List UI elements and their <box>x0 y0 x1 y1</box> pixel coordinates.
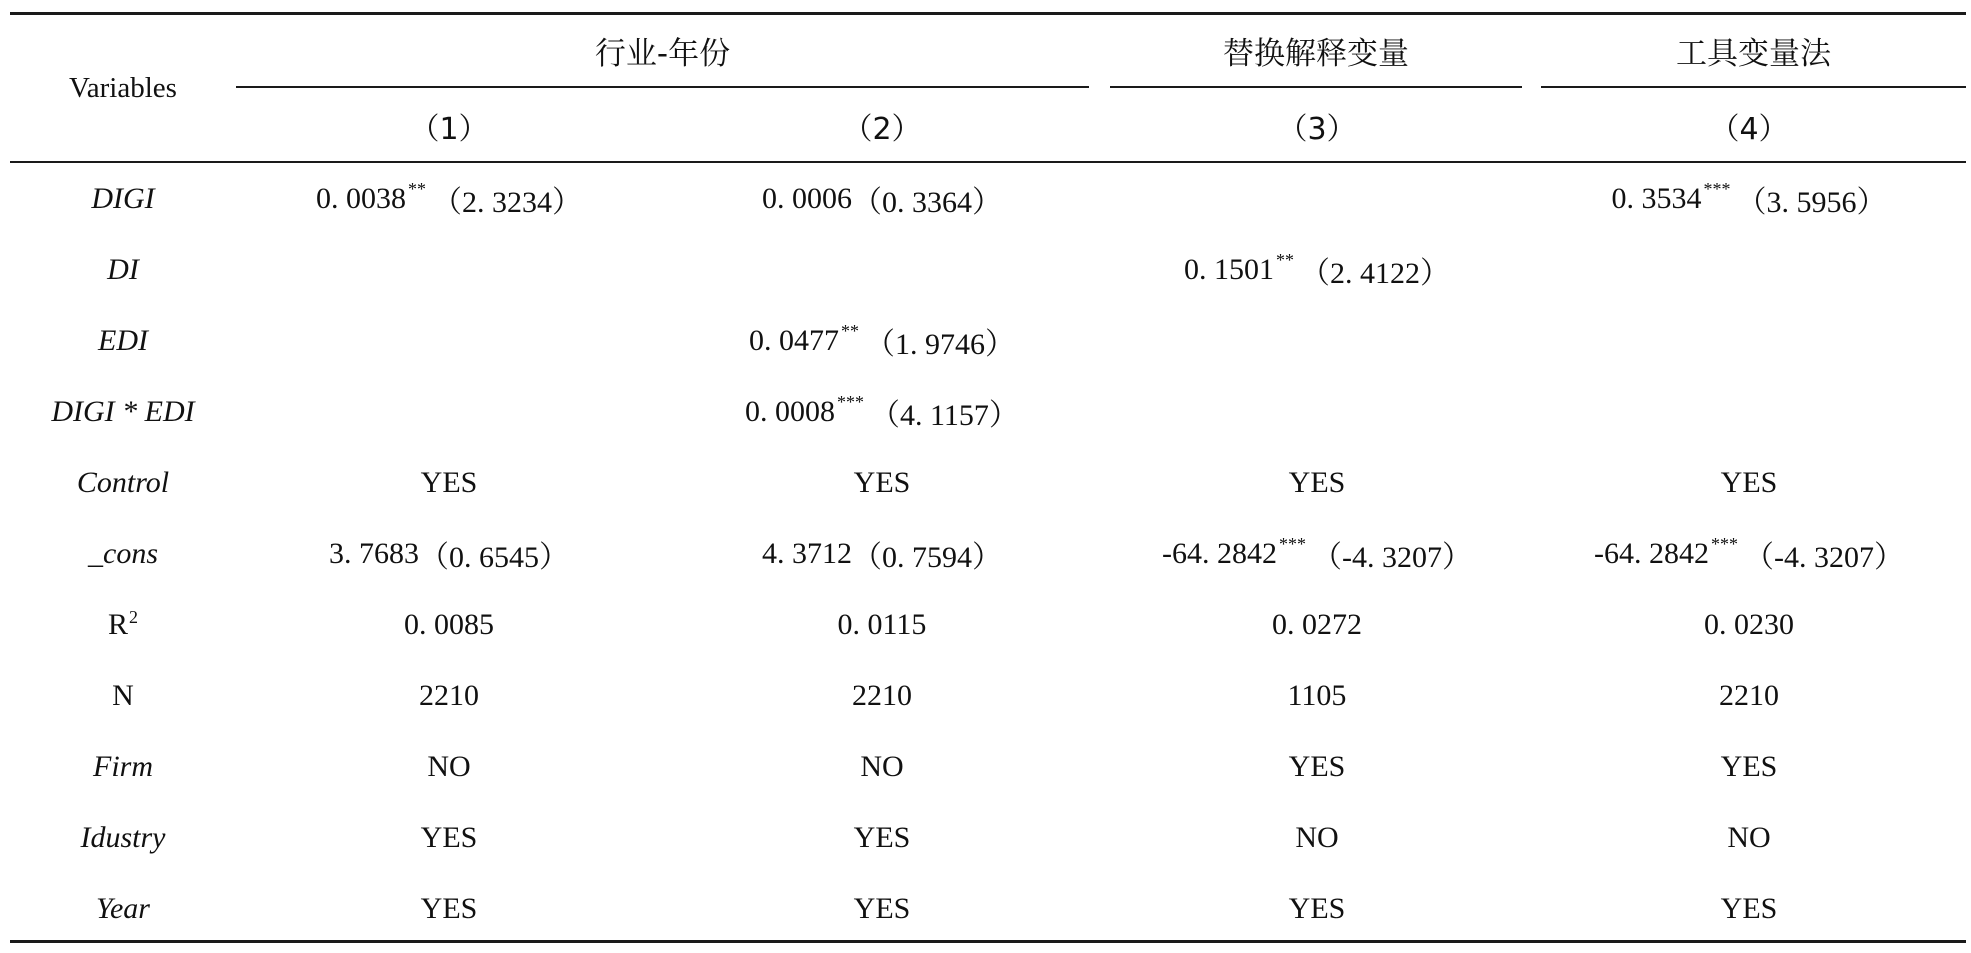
bottom-rule <box>10 940 1966 943</box>
cell-value: YES <box>420 821 478 854</box>
cell-t-statistic: （2. 4122） <box>1300 257 1450 290</box>
significance-stars: ** <box>841 320 859 341</box>
cell-value: 0. 1501 <box>1184 253 1274 286</box>
cell-value: 2210 <box>419 679 479 712</box>
significance-stars: *** <box>1703 178 1731 199</box>
cell-t-statistic: （4. 1157） <box>870 399 1019 432</box>
significance-stars: ** <box>408 178 426 199</box>
table-cell <box>1102 240 1532 300</box>
group-header-instrumental-variable: 工具变量法 <box>1676 35 1831 72</box>
table-cell <box>236 737 662 797</box>
cell-value: 0. 0272 <box>1272 608 1362 641</box>
table-cell <box>1532 595 1966 655</box>
cell-value: 3. 7683 <box>329 537 419 570</box>
table-cell <box>662 595 1102 655</box>
table-cell <box>662 879 1102 939</box>
table-cell <box>1102 453 1532 513</box>
cell-value: NO <box>1727 821 1771 854</box>
table-cell <box>1102 524 1532 584</box>
row-label-text: EDI <box>98 324 148 357</box>
cell-value: 4. 3712 <box>762 537 852 570</box>
table-cell <box>236 169 662 229</box>
group-underline-1 <box>236 86 1089 88</box>
cell-t-statistic: （-4. 3207） <box>1744 541 1904 574</box>
table-cell <box>1102 879 1532 939</box>
row-label-superscript: 2 <box>129 606 138 627</box>
significance-stars: *** <box>837 391 865 412</box>
table-cell <box>1532 524 1966 584</box>
table-cell <box>236 879 662 939</box>
row-label <box>10 382 236 442</box>
column-number-1: （1） <box>409 112 489 147</box>
row-label <box>10 737 236 797</box>
cell-value: NO <box>860 750 904 783</box>
group-header-industry-year: 行业-年份 <box>594 35 731 72</box>
cell-value: 0. 0115 <box>837 608 927 641</box>
table-cell <box>662 169 1102 229</box>
row-label <box>10 879 236 939</box>
variables-header: Variables <box>69 71 177 104</box>
header-rule <box>10 161 1966 163</box>
table-cell <box>1102 808 1532 868</box>
cell-t-statistic: （0. 3364） <box>852 186 1002 219</box>
table-cell <box>662 666 1102 726</box>
row-label-text: DI <box>107 253 139 286</box>
cell-value: 0. 0085 <box>404 608 494 641</box>
row-label-text: DIGI <box>91 182 155 215</box>
table-cell <box>1532 666 1966 726</box>
cell-value: 0. 0008 <box>745 395 836 428</box>
cell-value: YES <box>853 821 911 854</box>
cell-value: 2210 <box>1719 679 1779 712</box>
cell-value: YES <box>1720 750 1778 783</box>
cell-value: YES <box>853 892 911 925</box>
cell-value: -64. 2842 <box>1162 537 1277 570</box>
row-label <box>10 524 236 584</box>
cell-value: NO <box>1295 821 1339 854</box>
row-label <box>10 311 236 371</box>
significance-stars: *** <box>1279 533 1306 554</box>
table-cell <box>1532 879 1966 939</box>
cell-value: YES <box>1720 466 1778 499</box>
cell-t-statistic: （3. 5956） <box>1736 186 1887 219</box>
group-underline-2 <box>1110 86 1522 88</box>
column-number-4: （4） <box>1709 112 1789 147</box>
column-number-3: （3） <box>1277 112 1357 147</box>
cell-value: YES <box>1288 466 1346 499</box>
cell-t-statistic: （2. 3234） <box>432 186 582 219</box>
cell-value: 0. 0477 <box>749 324 839 357</box>
table-cell <box>1532 737 1966 797</box>
table-cell <box>662 453 1102 513</box>
table-cell <box>662 808 1102 868</box>
table-cell <box>1532 808 1966 868</box>
cell-t-statistic: （1. 9746） <box>865 328 1015 361</box>
cell-t-statistic: （0. 7594） <box>852 541 1002 574</box>
table-cell <box>1102 595 1532 655</box>
table-cell <box>662 524 1102 584</box>
table-cell <box>662 737 1102 797</box>
cell-value: YES <box>853 466 911 499</box>
cell-value: YES <box>420 892 478 925</box>
row-label-text: Year <box>96 892 150 925</box>
row-label <box>10 595 236 655</box>
cell-value: 0. 0230 <box>1704 608 1794 641</box>
cell-value: 0. 0038 <box>316 182 406 215</box>
row-label <box>10 666 236 726</box>
row-label-text: DIGI * EDI <box>51 395 195 428</box>
column-number-2: （2） <box>842 112 922 147</box>
top-rule <box>10 12 1966 15</box>
table-cell <box>1532 453 1966 513</box>
row-label-text: N <box>112 679 134 712</box>
row-label-text: _cons <box>88 537 158 570</box>
group-header-replace-explanatory: 替换解释变量 <box>1223 35 1409 72</box>
row-label-text: Firm <box>93 750 153 783</box>
row-label-text: R <box>107 608 128 641</box>
table-cell <box>1102 666 1532 726</box>
cell-value: -64. 2842 <box>1594 537 1709 570</box>
cell-value: YES <box>1288 892 1346 925</box>
table-cell <box>236 595 662 655</box>
group-underline-3 <box>1541 86 1966 88</box>
table-cell <box>236 808 662 868</box>
table-cell <box>662 382 1102 442</box>
cell-value: NO <box>427 750 471 783</box>
cell-value: 2210 <box>852 679 912 712</box>
table-cell <box>236 453 662 513</box>
table-cell <box>1102 737 1532 797</box>
row-label <box>10 240 236 300</box>
cell-t-statistic: （-4. 3207） <box>1312 541 1472 574</box>
significance-stars: *** <box>1711 533 1738 554</box>
row-label <box>10 808 236 868</box>
table-cell <box>662 311 1102 371</box>
significance-stars: ** <box>1276 249 1294 270</box>
table-cell <box>1532 169 1966 229</box>
row-label <box>10 453 236 513</box>
cell-value: YES <box>1288 750 1346 783</box>
table-cell <box>236 666 662 726</box>
row-label-text: Control <box>76 466 170 499</box>
cell-value: YES <box>1720 892 1778 925</box>
row-label-text: Idustry <box>80 821 166 854</box>
cell-value: YES <box>420 466 478 499</box>
table-cell <box>236 524 662 584</box>
row-label <box>10 169 236 229</box>
cell-t-statistic: （0. 6545） <box>419 541 569 574</box>
cell-value: 1105 <box>1287 679 1347 712</box>
cell-value: 0. 0006 <box>762 182 852 215</box>
cell-value: 0. 3534 <box>1611 182 1702 215</box>
